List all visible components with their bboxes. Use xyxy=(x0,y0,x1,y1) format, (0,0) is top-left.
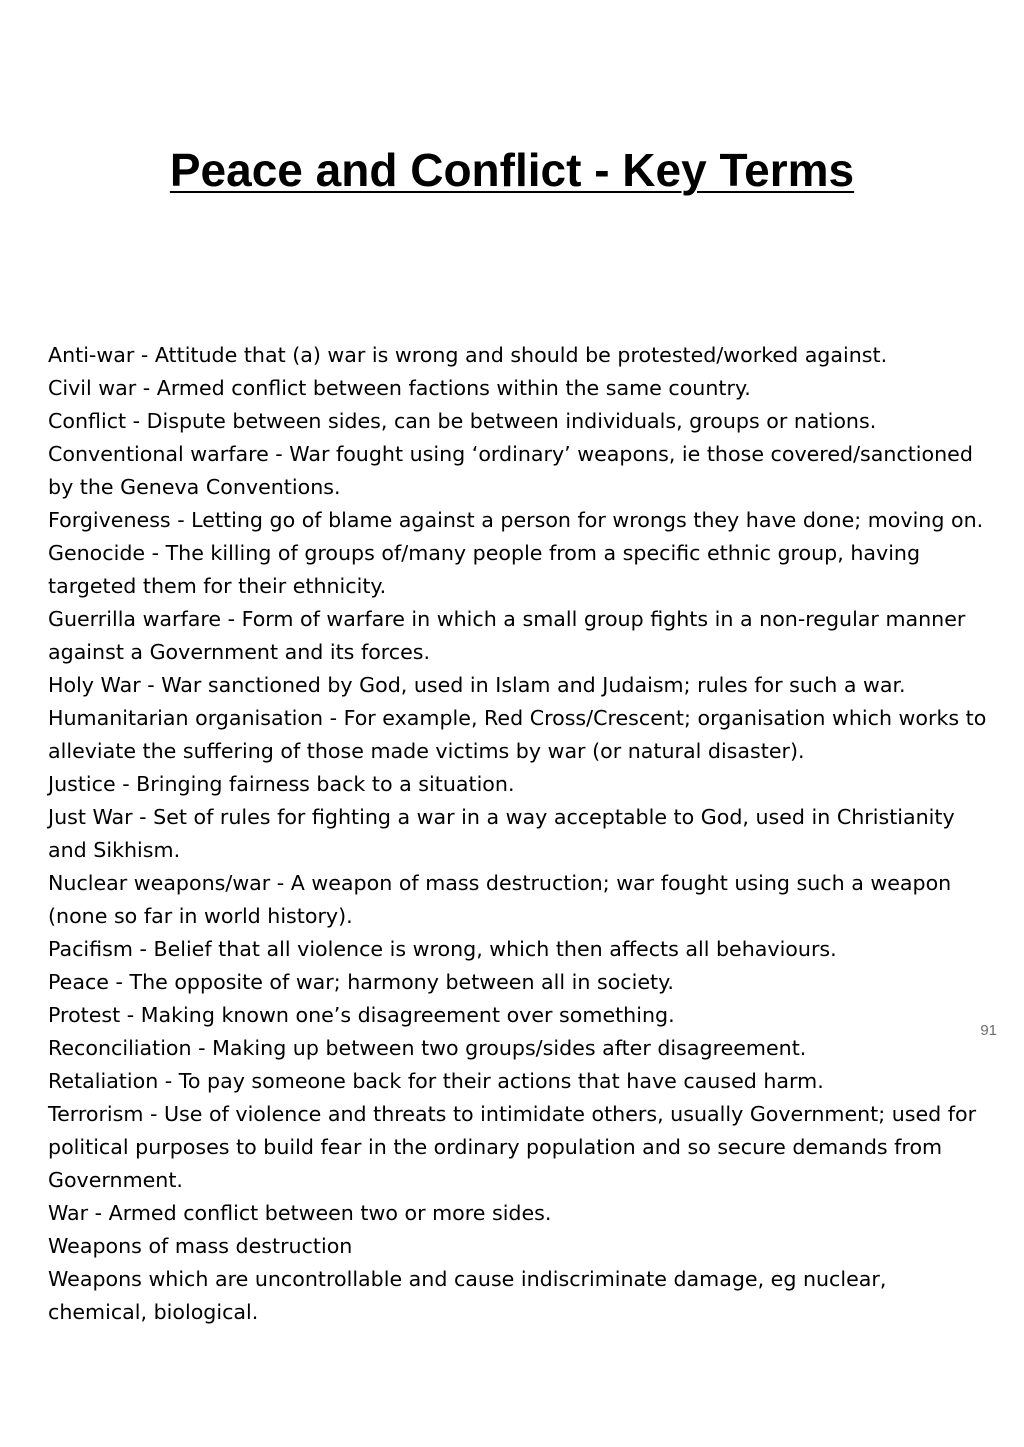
term-line: Civil war - Armed conflict between factions within the same country. xyxy=(48,376,751,400)
page-title-text: Peace and Conflict - Key Terms xyxy=(169,144,855,196)
term-line: Weapons which are uncontrollable and cause indiscriminate damage, eg nuclear, chemical, biological. xyxy=(48,1267,887,1324)
term-line: Just War - Set of rules for fighting a war in a way acceptable to God, used in Christianity and Sikhism. xyxy=(48,805,955,862)
term-line: Peace - The opposite of war; harmony between all in society. xyxy=(48,970,674,994)
key-terms-list xyxy=(48,339,988,1329)
term-line: Humanitarian organisation - For example, Red Cross/Crescent; organisation which works to alleviate the suffering of those made victims by war (or natural disaster). xyxy=(48,706,987,763)
term-line: Reconciliation - Making up between two groups/sides after disagreement. xyxy=(48,1036,807,1060)
term-line: Pacifism - Belief that all violence is wrong, which then affects all behaviours. xyxy=(48,937,837,961)
term-line: Weapons of mass destruction xyxy=(48,1234,353,1258)
term-line: Conflict - Dispute between sides, can be between individuals, groups or nations. xyxy=(48,409,877,433)
term-line: Guerrilla warfare - Form of warfare in which a small group fights in a non-regular manner against a Government and its forces. xyxy=(48,607,966,664)
term-line: Protest - Making known one’s disagreement over something. xyxy=(48,1003,675,1027)
term-line: Holy War - War sanctioned by God, used in Islam and Judaism; rules for such a war. xyxy=(48,673,906,697)
page-title xyxy=(0,143,1024,197)
term-line: War - Armed conflict between two or more sides. xyxy=(48,1201,552,1225)
page-number: 91 xyxy=(980,1022,997,1039)
term-line: Anti-war - Attitude that (a) war is wrong and should be protested/worked against. xyxy=(48,343,888,367)
term-line: Retaliation - To pay someone back for their actions that have caused harm. xyxy=(48,1069,824,1093)
term-line: Nuclear weapons/war - A weapon of mass destruction; war fought using such a weapon (none so far in world history). xyxy=(48,871,952,928)
term-line: Terrorism - Use of violence and threats to intimidate others, usually Government; used for political purposes to build fear in the ordinary population and so secure demands from Government. xyxy=(48,1102,977,1192)
term-line: Justice - Bringing fairness back to a situation. xyxy=(48,772,515,796)
term-line: Conventional warfare - War fought using ‘ordinary’ weapons, ie those covered/sanctioned by the Geneva Conventions. xyxy=(48,442,973,499)
term-line: Genocide - The killing of groups of/many people from a specific ethnic group, having targeted them for their ethnicity. xyxy=(48,541,921,598)
term-line: Forgiveness - Letting go of blame against a person for wrongs they have done; moving on. xyxy=(48,508,984,532)
